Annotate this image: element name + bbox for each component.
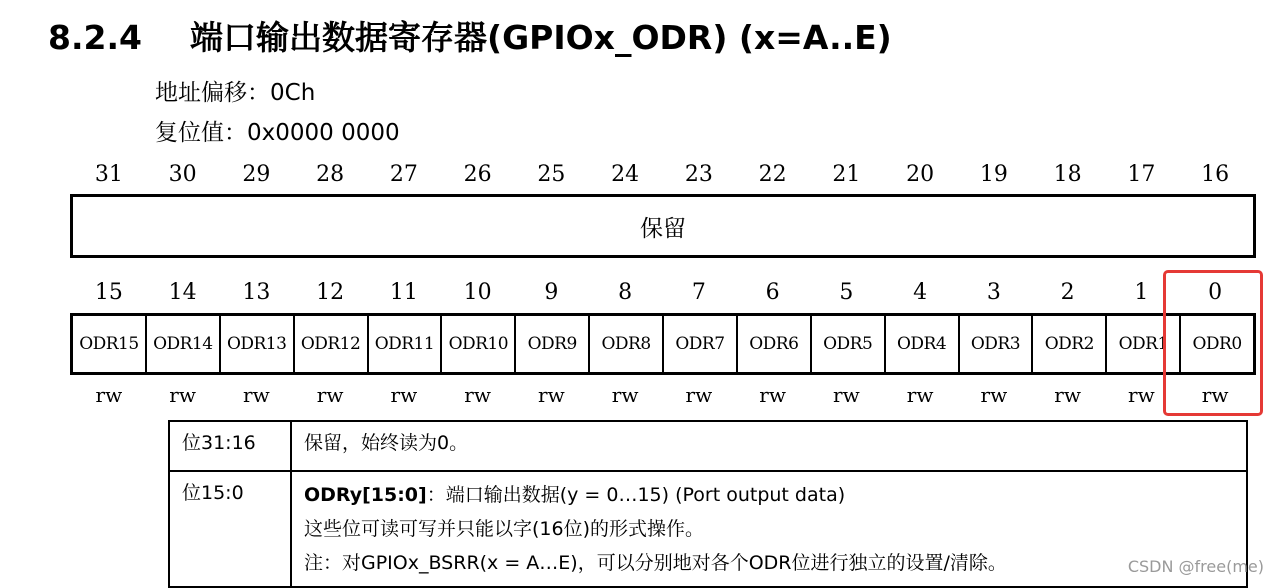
field-cell-odr7: ODR7	[664, 316, 738, 372]
description-note: 注：对GPIOx_BSRR(x = A…E)，可以分别地对各个ODR位进行独立的设置/清除。	[304, 552, 1007, 574]
field-cell-odr14: ODR14	[147, 316, 221, 372]
bit-number: 18	[1053, 162, 1082, 187]
access-label: rw	[980, 383, 1008, 407]
field-cell-odr6: ODR6	[738, 316, 812, 372]
bit-number: 27	[389, 162, 418, 187]
access-label: rw	[95, 383, 123, 407]
odr-field-row	[70, 313, 1256, 375]
access-label: rw	[759, 383, 786, 407]
description-line: 这些位可读可写并只能以字(16位)的形式操作。	[304, 518, 705, 540]
reset-value: 复位值：0x0000 0000	[155, 120, 400, 146]
bit-number: 30	[168, 162, 197, 187]
bit-number: 10	[463, 280, 492, 305]
field-cell-odr2: ODR2	[1033, 316, 1107, 372]
bit-number: 11	[389, 280, 418, 305]
access-label: rw	[833, 383, 860, 407]
field-cell-odr13: ODR13	[221, 316, 295, 372]
bit-number: 22	[758, 162, 787, 187]
table-row	[169, 421, 1247, 471]
access-label: rw	[906, 383, 934, 407]
reserved-field-box	[70, 194, 1256, 258]
field-cell-odr8: ODR8	[590, 316, 664, 372]
field-cell-odr3: ODR3	[960, 316, 1034, 372]
access-label: rw	[464, 383, 491, 407]
field-cell-odr1: ODR1	[1107, 316, 1181, 372]
bit-number: 6	[765, 280, 780, 305]
bit-number: 3	[986, 280, 1001, 305]
bit-range-label: 位15:0	[169, 471, 291, 587]
section-number: 8.2.4	[48, 18, 142, 57]
access-label: rw	[538, 383, 565, 407]
address-offset: 地址偏移：0Ch	[155, 80, 316, 106]
field-cell-odr5: ODR5	[812, 316, 886, 372]
table-row	[169, 471, 1247, 587]
bit-description-table	[168, 420, 1248, 588]
bit-number: 14	[168, 280, 197, 305]
field-cell-odr15: ODR15	[73, 316, 147, 372]
access-label: rw	[390, 383, 418, 407]
bit-number: 13	[242, 280, 271, 305]
bit-number: 31	[94, 162, 123, 187]
bit-number: 23	[684, 162, 713, 187]
field-cell-odr0: ODR0	[1192, 334, 1242, 354]
watermark: CSDN @free(me)	[1127, 557, 1264, 576]
field-cell-odr12: ODR12	[295, 316, 369, 372]
field-cell-odr11: ODR11	[369, 316, 443, 372]
bit-number: 0	[1208, 280, 1223, 305]
field-cell-odr10: ODR10	[442, 316, 516, 372]
field-description: ：端口输出数据(y = 0…15) (Port output data)	[426, 484, 846, 506]
field-cell-odr9: ODR9	[516, 316, 590, 372]
bit-number: 16	[1201, 162, 1230, 187]
bit-number: 5	[839, 280, 854, 305]
lower-bit-numbers	[72, 280, 1252, 305]
bit-number: 29	[242, 162, 271, 187]
bit-number: 15	[94, 280, 123, 305]
bit-number: 9	[544, 280, 559, 305]
bit-range-label: 位31:16	[169, 421, 291, 471]
bit-number: 2	[1060, 280, 1075, 305]
access-row	[72, 383, 1252, 407]
access-label: rw	[243, 383, 270, 407]
field-name: ODRy[15:0]	[304, 484, 427, 506]
bit-number: 21	[832, 162, 861, 187]
access-label: rw	[316, 383, 344, 407]
bit-number: 28	[316, 162, 345, 187]
field-cell-odr4: ODR4	[886, 316, 960, 372]
access-label: rw	[1054, 383, 1081, 407]
reserved-label: 保留	[640, 215, 686, 242]
access-label: rw	[611, 383, 639, 407]
bit-number: 25	[537, 162, 566, 187]
access-label: rw	[685, 383, 713, 407]
section-title: 端口输出数据寄存器(GPIOx_ODR) (x=A..E)	[190, 18, 892, 57]
bit-number: 19	[979, 162, 1008, 187]
access-label: rw	[1201, 383, 1229, 407]
odr0-highlight-box	[1163, 270, 1263, 416]
bit-number: 4	[913, 280, 928, 305]
access-label: rw	[169, 383, 196, 407]
section-heading	[48, 12, 892, 59]
bit-number: 8	[618, 280, 633, 305]
bit-number: 12	[316, 280, 345, 305]
bit-description: 保留，始终读为0。	[291, 421, 1247, 471]
bit-number: 7	[691, 280, 706, 305]
bit-description	[291, 471, 1247, 587]
bit-number: 1	[1134, 280, 1149, 305]
upper-bit-numbers	[72, 162, 1252, 187]
access-label: rw	[1128, 383, 1155, 407]
bit-number: 17	[1127, 162, 1156, 187]
bit-number: 26	[463, 162, 492, 187]
bit-number: 20	[906, 162, 935, 187]
bit-number: 24	[611, 162, 640, 187]
